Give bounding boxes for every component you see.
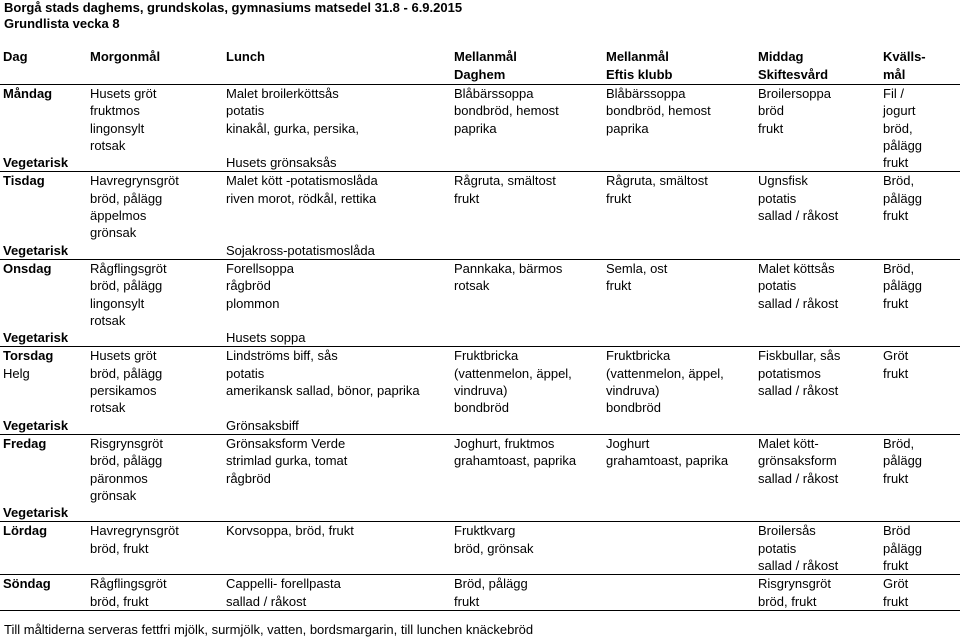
vegetarian-row xyxy=(0,329,960,347)
cell-line: Fruktbricka xyxy=(606,348,671,364)
cell-line: Broilersås xyxy=(758,523,816,539)
cell-line: frukt xyxy=(454,190,480,206)
day-label: Onsdag xyxy=(3,260,52,276)
cell-line: bröd, pålägg xyxy=(90,365,163,381)
cell-line: Bröd, xyxy=(883,435,915,451)
cell-line: bröd, pålägg xyxy=(90,190,163,206)
cell-line: Bröd, xyxy=(883,173,915,189)
cell-line: Broilersoppa xyxy=(758,86,831,101)
vegetarian-empty xyxy=(603,154,755,172)
vegetarian-kvall xyxy=(880,329,960,347)
cell-line: Bröd, xyxy=(883,260,915,276)
cell-line: Risgrynsgröt xyxy=(90,435,163,451)
cell-line: lingonsylt xyxy=(90,120,145,136)
cell-line: rotsak xyxy=(90,137,126,153)
table-row xyxy=(0,172,960,242)
vegetarian-kvall xyxy=(880,417,960,435)
cell-morgon xyxy=(87,434,223,504)
cell-line: Grönsaksform Verde xyxy=(226,435,346,451)
vegetarian-label: Vegetarisk xyxy=(0,242,87,260)
cell-line: Blåbärssoppa xyxy=(454,86,534,101)
cell-line: Fil / xyxy=(883,86,904,101)
cell-daghem xyxy=(451,85,603,155)
vegetarian-empty xyxy=(451,329,603,347)
cell-line: frukt xyxy=(758,120,784,136)
cell-line: potatis xyxy=(758,540,797,556)
cell-eftis xyxy=(603,172,755,242)
cell-line: Havregrynsgröt xyxy=(90,173,179,189)
day-label: Tisdag xyxy=(3,173,45,189)
cell-line: Fruktkvarg xyxy=(454,523,516,539)
cell-line: Bröd, pålägg xyxy=(454,576,528,592)
vegetarian-row xyxy=(0,504,960,522)
cell-kvall xyxy=(880,259,960,329)
cell-line: päronmos xyxy=(90,470,148,486)
cell-line: frukt xyxy=(883,558,909,574)
cell-line: (vattenmelon, äppel, xyxy=(606,365,724,381)
column-header-morgon: Morgonmål xyxy=(87,48,223,85)
cell-middag xyxy=(755,259,880,329)
vegetarian-empty xyxy=(87,242,223,260)
cell-line: Malet köttsås xyxy=(758,260,835,276)
cell-lunch xyxy=(223,575,451,611)
day-label: Torsdag xyxy=(3,348,54,364)
cell-line: paprika xyxy=(606,120,649,136)
cell-line: Blåbärssoppa xyxy=(606,86,686,101)
cell-line: Malet broilerköttsås xyxy=(226,86,339,101)
cell-line: Husets gröt xyxy=(90,86,157,101)
cell-kvall xyxy=(880,85,960,155)
cell-line: grahamtoast, paprika xyxy=(454,453,577,469)
cell-lunch xyxy=(223,434,451,504)
cell-line: bröd, frukt xyxy=(90,593,149,609)
cell-morgon xyxy=(87,347,223,417)
cell-line: riven morot, rödkål, rettika xyxy=(226,190,377,206)
vegetarian-lunch xyxy=(223,504,451,522)
table-row xyxy=(0,434,960,504)
menu-body xyxy=(0,85,960,611)
table-row-weekend xyxy=(0,522,960,575)
vegetarian-label: Vegetarisk xyxy=(0,329,87,347)
vegetarian-row xyxy=(0,417,960,435)
vegetarian-empty xyxy=(755,417,880,435)
cell-line: bröd, frukt xyxy=(758,593,817,609)
cell-eftis xyxy=(603,434,755,504)
cell-line: Semla, ost xyxy=(606,260,668,276)
cell-line: vindruva) xyxy=(606,383,660,399)
cell-morgon xyxy=(87,575,223,611)
cell-line: frukt xyxy=(883,365,909,381)
cell-morgon xyxy=(87,259,223,329)
cell-eftis xyxy=(603,85,755,155)
vegetarian-lunch: Sojakross-potatismoslåda xyxy=(223,242,451,260)
vegetarian-label: Vegetarisk xyxy=(0,154,87,172)
cell-daghem xyxy=(451,575,603,611)
cell-line: frukt xyxy=(454,593,480,609)
vegetarian-row xyxy=(0,242,960,260)
cell-daghem xyxy=(451,172,603,242)
cell-middag xyxy=(755,575,880,611)
table-row-weekend xyxy=(0,575,960,611)
cell-eftis xyxy=(603,347,755,417)
cell-line: sallad / råkost xyxy=(758,383,839,399)
cell-line: Risgrynsgröt xyxy=(758,576,831,592)
vegetarian-empty xyxy=(451,154,603,172)
cell-line: bröd, pålägg xyxy=(90,278,163,294)
cell-line: Cappelli- forellpasta xyxy=(226,576,341,592)
vegetarian-kvall xyxy=(880,504,960,522)
vegetarian-empty xyxy=(755,504,880,522)
cell-line: Gröt xyxy=(883,576,909,592)
table-row xyxy=(0,347,960,417)
cell-kvall xyxy=(880,172,960,242)
vegetarian-empty xyxy=(603,329,755,347)
cell-morgon xyxy=(87,172,223,242)
page-subtitle: Grundlista vecka 8 xyxy=(4,16,120,31)
footer-note: Till måltiderna serveras fettfri mjölk, surmjölk, vatten, bordsmargarin, till lunchen knäckebröd xyxy=(4,622,534,637)
cell-line: Joghurt xyxy=(606,435,650,451)
cell-middag xyxy=(755,434,880,504)
cell-eftis xyxy=(603,575,755,611)
vegetarian-row xyxy=(0,154,960,172)
day-label: Måndag xyxy=(3,86,53,101)
vegetarian-kvall: frukt xyxy=(880,154,960,172)
cell-line: bondbröd, hemost xyxy=(454,103,559,119)
vegetarian-kvall xyxy=(880,242,960,260)
cell-kvall xyxy=(880,347,960,417)
column-header-kvall: Kvälls- mål xyxy=(880,48,960,85)
vegetarian-empty xyxy=(451,242,603,260)
column-header-eftis: Mellanmål Eftis klubb xyxy=(603,48,755,85)
cell-daghem xyxy=(451,522,603,575)
cell-line: potatismos xyxy=(758,365,821,381)
cell-line: frukt xyxy=(606,278,632,294)
cell-line: rotsak xyxy=(90,400,126,416)
cell-line: frukt xyxy=(883,295,909,311)
cell-line: pålägg xyxy=(883,190,923,206)
cell-line: Rågruta, smältost xyxy=(454,173,556,189)
cell-middag xyxy=(755,85,880,155)
cell-line: Husets gröt xyxy=(90,348,157,364)
cell-daghem xyxy=(451,347,603,417)
cell-line: sallad / råkost xyxy=(758,295,839,311)
cell-line: Lindströms biff, sås xyxy=(226,348,338,364)
cell-line: plommon xyxy=(226,295,280,311)
day-cell xyxy=(0,172,87,242)
day-sublabel: Helg xyxy=(3,365,30,381)
cell-line: frukt xyxy=(883,208,909,224)
cell-daghem xyxy=(451,434,603,504)
cell-line: lingonsylt xyxy=(90,295,145,311)
cell-line: frukt xyxy=(883,470,909,486)
vegetarian-empty xyxy=(87,329,223,347)
vegetarian-empty xyxy=(603,417,755,435)
cell-line: frukt xyxy=(606,190,632,206)
cell-line: amerikansk sallad, bönor, paprika xyxy=(226,383,420,399)
cell-line: frukt xyxy=(883,593,909,609)
cell-lunch xyxy=(223,172,451,242)
cell-line: pålägg xyxy=(883,540,923,556)
cell-line: fruktmos xyxy=(90,103,140,119)
column-header-daghem: Mellanmål Daghem xyxy=(451,48,603,85)
vegetarian-lunch: Husets grönsaksås xyxy=(223,154,451,172)
cell-line: bondbröd, hemost xyxy=(606,103,711,119)
vegetarian-lunch: Grönsaksbiff xyxy=(223,417,451,435)
cell-line: sallad / råkost xyxy=(758,558,839,574)
cell-line: grönsak xyxy=(90,225,137,241)
cell-kvall xyxy=(880,522,960,575)
cell-line: vindruva) xyxy=(454,383,508,399)
cell-line: pålägg xyxy=(883,137,923,153)
cell-line: sallad / råkost xyxy=(758,470,839,486)
vegetarian-empty xyxy=(451,417,603,435)
vegetarian-lunch: Husets soppa xyxy=(223,329,451,347)
vegetarian-empty xyxy=(451,504,603,522)
cell-line: potatis xyxy=(226,365,265,381)
vegetarian-empty xyxy=(87,154,223,172)
cell-line: Ugnsfisk xyxy=(758,173,808,189)
menu-table xyxy=(0,48,960,611)
cell-line: Malet kött -potatismoslåda xyxy=(226,173,378,189)
cell-line: persikamos xyxy=(90,383,157,399)
cell-line: bröd, xyxy=(883,120,913,136)
cell-line: äppelmos xyxy=(90,208,147,224)
cell-line: Malet kött- xyxy=(758,435,819,451)
cell-line: bondbröd xyxy=(606,400,661,416)
cell-line: rotsak xyxy=(90,312,126,328)
cell-lunch xyxy=(223,522,451,575)
cell-lunch xyxy=(223,85,451,155)
page-title: Borgå stads daghems, grundskolas, gymnasiums matsedel 31.8 - 6.9.2015 xyxy=(4,0,463,15)
cell-lunch xyxy=(223,259,451,329)
cell-daghem xyxy=(451,259,603,329)
cell-line: jogurt xyxy=(883,103,916,119)
cell-line: rågbröd xyxy=(226,470,271,486)
day-label: Fredag xyxy=(3,435,47,451)
cell-line: bondbröd xyxy=(454,400,509,416)
cell-line: grönsaksform xyxy=(758,453,837,469)
cell-line: bröd, pålägg xyxy=(90,453,163,469)
vegetarian-label: Vegetarisk xyxy=(0,417,87,435)
vegetarian-label: Vegetarisk xyxy=(0,504,87,522)
column-header-middag: Middag Skiftesvård xyxy=(755,48,880,85)
cell-line: bröd xyxy=(758,103,785,119)
cell-line: grahamtoast, paprika xyxy=(606,453,729,469)
cell-line: pålägg xyxy=(883,278,923,294)
cell-lunch xyxy=(223,347,451,417)
cell-eftis xyxy=(603,259,755,329)
cell-line: kinakål, gurka, persika, xyxy=(226,120,359,136)
vegetarian-empty xyxy=(87,417,223,435)
column-header-lunch: Lunch xyxy=(223,48,451,85)
table-header-row xyxy=(0,48,960,85)
cell-line: rågbröd xyxy=(226,278,271,294)
day-cell xyxy=(0,434,87,504)
cell-line: grönsak xyxy=(90,487,137,503)
vegetarian-empty xyxy=(755,329,880,347)
column-header-day: Dag xyxy=(0,48,87,85)
cell-middag xyxy=(755,172,880,242)
day-cell: Söndag xyxy=(3,576,51,592)
vegetarian-empty xyxy=(603,242,755,260)
cell-line: Fruktbricka xyxy=(454,348,519,364)
cell-line: sallad / råkost xyxy=(758,208,839,224)
cell-morgon xyxy=(87,85,223,155)
cell-middag xyxy=(755,347,880,417)
cell-line: Joghurt, fruktmos xyxy=(454,435,555,451)
cell-line: pålägg xyxy=(883,453,923,469)
cell-line: paprika xyxy=(454,120,497,136)
cell-line: strimlad gurka, tomat xyxy=(226,453,348,469)
vegetarian-empty xyxy=(755,154,880,172)
vegetarian-empty xyxy=(603,504,755,522)
cell-line: Rågflingsgröt xyxy=(90,576,167,592)
cell-line: Rågruta, smältost xyxy=(606,173,708,189)
cell-line: Bröd xyxy=(883,523,911,539)
cell-line: Fiskbullar, sås xyxy=(758,348,841,364)
cell-line: Korvsoppa, bröd, frukt xyxy=(226,523,354,539)
cell-line: potatis xyxy=(758,278,797,294)
cell-line: (vattenmelon, äppel, xyxy=(454,365,572,381)
cell-eftis xyxy=(603,522,755,575)
cell-middag xyxy=(755,522,880,575)
cell-kvall xyxy=(880,434,960,504)
cell-line: Rågflingsgröt xyxy=(90,260,167,276)
vegetarian-empty xyxy=(87,504,223,522)
cell-line: bröd, grönsak xyxy=(454,540,534,556)
cell-line: rotsak xyxy=(454,278,490,294)
cell-kvall xyxy=(880,575,960,611)
vegetarian-empty xyxy=(755,242,880,260)
cell-line: Gröt xyxy=(883,348,909,364)
cell-line: potatis xyxy=(226,103,265,119)
day-cell xyxy=(0,347,87,417)
cell-morgon xyxy=(87,522,223,575)
cell-line: Havregrynsgröt xyxy=(90,523,179,539)
day-cell: Lördag xyxy=(3,523,48,539)
cell-line: Forellsoppa xyxy=(226,260,294,276)
cell-line: Pannkaka, bärmos xyxy=(454,260,563,276)
day-cell xyxy=(0,259,87,329)
day-cell xyxy=(0,85,87,155)
cell-line: potatis xyxy=(758,190,797,206)
table-row xyxy=(0,259,960,329)
cell-line: bröd, frukt xyxy=(90,540,149,556)
cell-line: sallad / råkost xyxy=(226,593,307,609)
table-row xyxy=(0,85,960,155)
